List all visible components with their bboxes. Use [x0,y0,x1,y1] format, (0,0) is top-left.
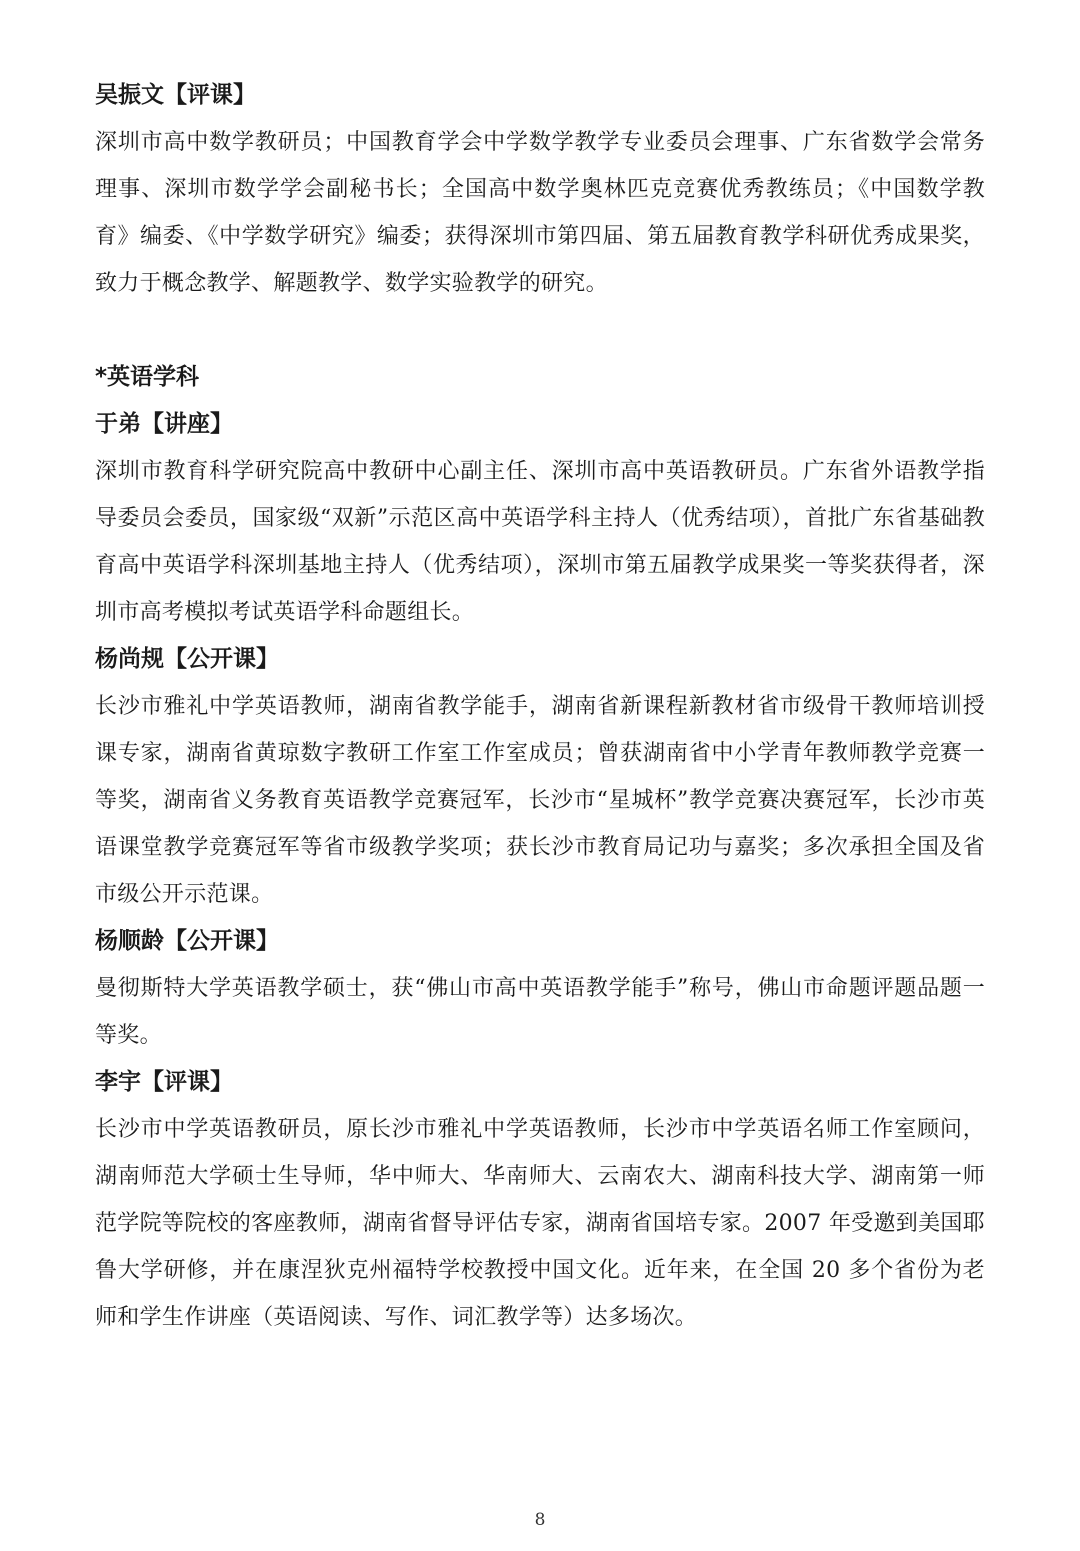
entry-bio: 深圳市教育科学研究院高中教研中心副主任、深圳市高中英语教研员。广东省外语教学指导委员会委员，国家级“双新”示范区高中英语学科主持人（优秀结项），首批广东省基础教育高中英语学科深圳基地主持人（优秀结项），深圳市第五届教学成果奖一等奖获得者，深圳市高考模拟考试英语学科命题组长。 [95,459,985,625]
page-number: 8 [534,1510,546,1530]
entry-name: 杨顺龄【公开课】 [95,928,279,954]
entry-yang-shanggui [95,636,985,918]
section-title-english: *英语学科 [95,364,200,390]
entry-name: 吴振文【评课】 [95,82,256,108]
entry-li-yu [95,1059,985,1341]
document-page [95,72,985,1341]
entry-yang-shunling [95,918,985,1059]
entry-wu-zhenwen [95,72,985,307]
entry-bio: 长沙市中学英语教研员，原长沙市雅礼中学英语教师，长沙市中学英语名师工作室顾问，湖南师范大学硕士生导师，华中师大、华南师大、云南农大、湖南科技大学、湖南第一师范学院等院校的客座教师，湖南省督导评估专家，湖南省国培专家。2007 年受邀到美国耶鲁大学研修，并在康涅狄克州福特学校教授中国文化。近年来，在全国 20 多个省份为老师和学生作讲座（英语阅读、写作、词汇教学等）达多场次。 [95,1117,985,1330]
entry-yu-di [95,401,985,636]
entry-name: 杨尚规【公开课】 [95,646,279,672]
section-spacer [95,307,985,354]
entry-name: 于弟【讲座】 [95,411,233,437]
entry-bio: 深圳市高中数学教研员；中国教育学会中学数学教学专业委员会理事、广东省数学会常务理事、深圳市数学学会副秘书长；全国高中数学奥林匹克竞赛优秀教练员；《中国数学教育》编委、《中学数学研究》编委；获得深圳市第四届、第五届教育教学科研优秀成果奖，致力于概念教学、解题教学、数学实验教学的研究。 [95,130,985,296]
entry-name: 李宇【评课】 [95,1069,233,1095]
entry-bio: 长沙市雅礼中学英语教师，湖南省教学能手，湖南省新课程新教材省市级骨干教师培训授课专家，湖南省黄琼数字教研工作室工作室成员；曾获湖南省中小学青年教师教学竞赛一等奖，湖南省义务教育英语教学竞赛冠军，长沙市“星城杯”教学竞赛决赛冠军，长沙市英语课堂教学竞赛冠军等省市级教学奖项；获长沙市教育局记功与嘉奖；多次承担全国及省市级公开示范课。 [95,694,985,907]
entry-bio: 曼彻斯特大学英语教学硕士，获“佛山市高中英语教学能手”称号，佛山市命题评题品题一等奖。 [95,976,985,1048]
